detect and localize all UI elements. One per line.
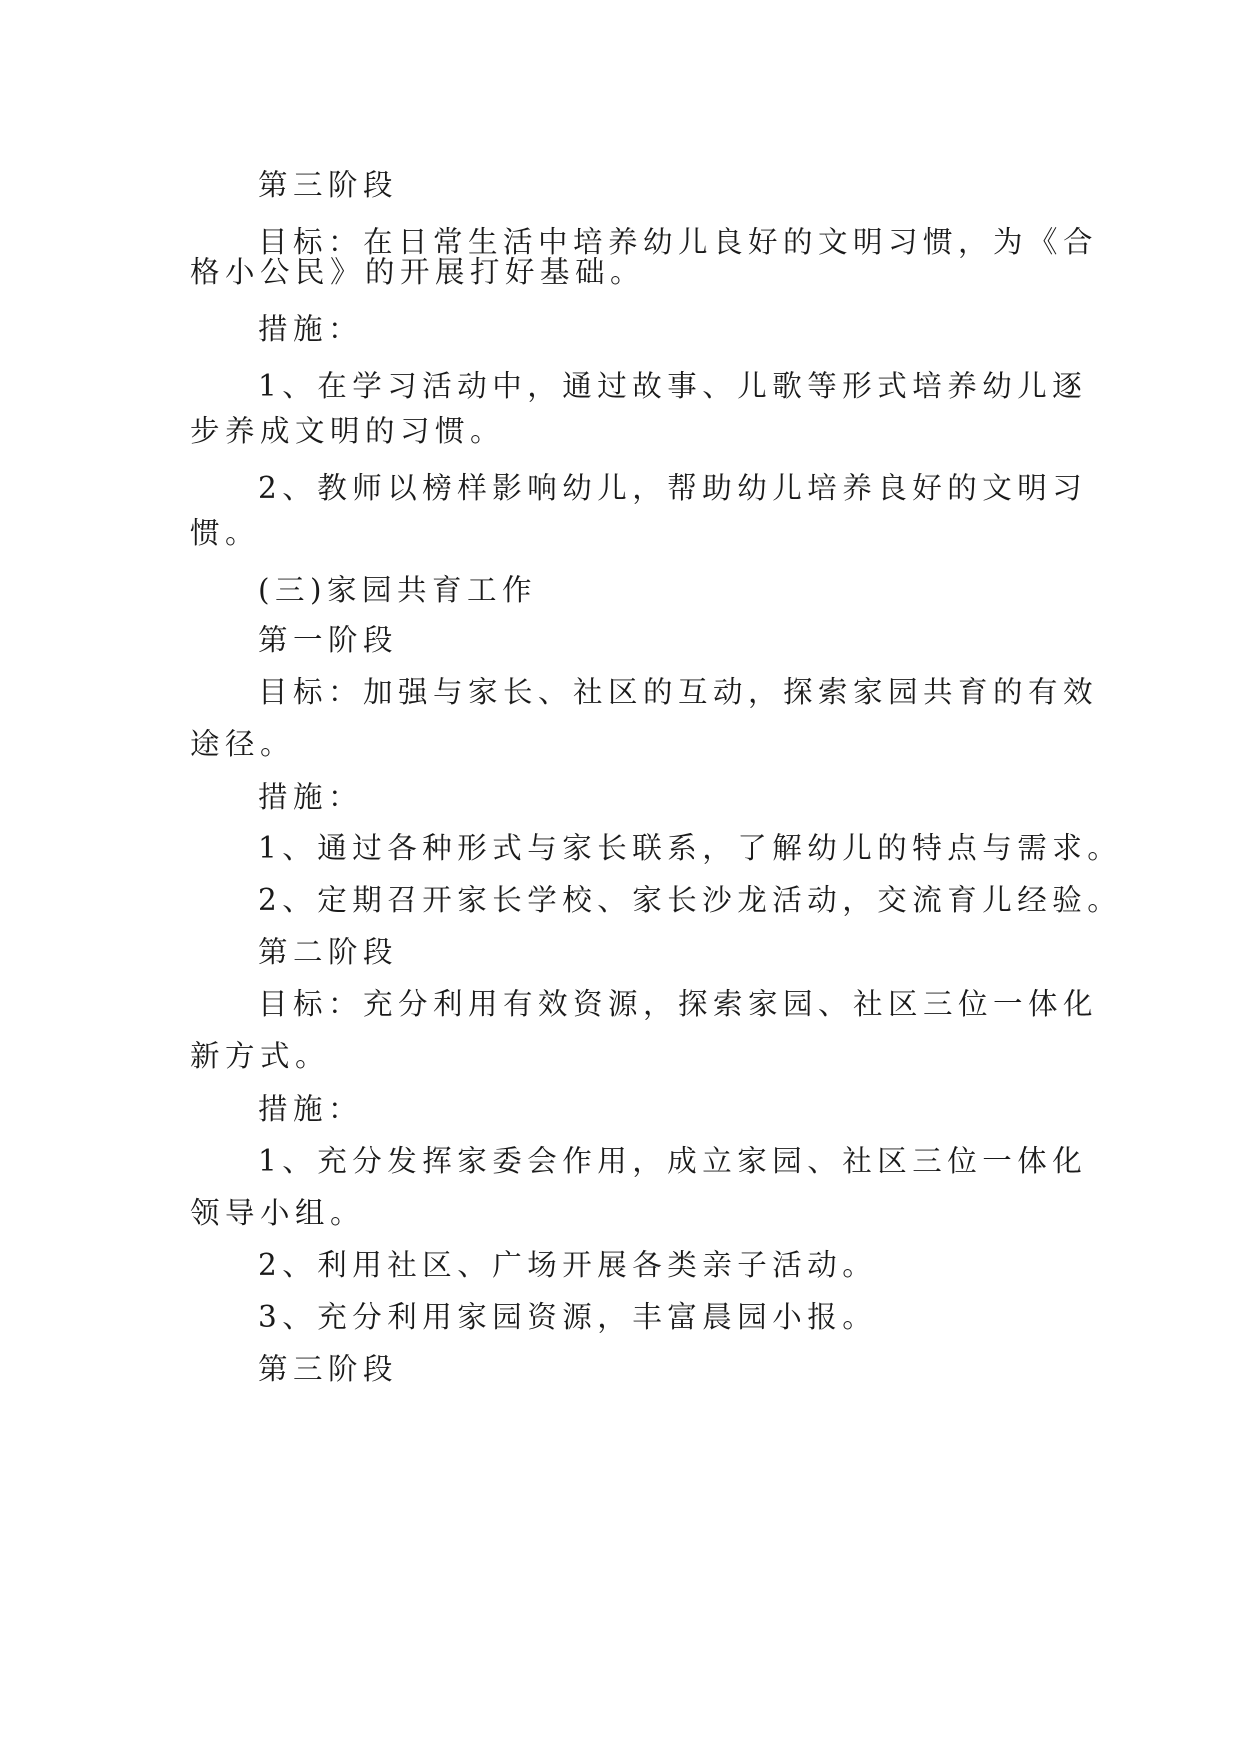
goal-text-continued: 格小公民》的开展打好基础。 [190,255,646,289]
measure-item: 2、定期召开家长学校、家长沙龙活动，交流育儿经验。 [258,883,1123,917]
measures-label: 措施： [258,1092,364,1126]
stage-two-heading: 第二阶段 [258,935,399,969]
section-heading: (三)家园共育工作 [258,573,538,607]
measures-label: 措施： [258,780,364,814]
goal-text-continued: 途径。 [190,727,296,761]
measure-item: 1、通过各种形式与家长联系，了解幼儿的特点与需求。 [258,831,1123,865]
goal-text: 目标：充分利用有效资源，探索家园、社区三位一体化 [258,987,1099,1021]
stage-one-heading: 第一阶段 [258,623,399,657]
measure-item-continued: 惯。 [190,516,261,550]
measure-item: 2、教师以榜样影响幼儿，帮助幼儿培养良好的文明习 [258,471,1088,505]
goal-text: 目标：在日常生活中培养幼儿良好的文明习惯，为《合 [258,225,1099,259]
stage-three-heading: 第三阶段 [258,168,399,202]
stage-three-heading: 第三阶段 [258,1352,399,1386]
measures-label: 措施： [258,312,364,346]
measure-item: 3、充分利用家园资源，丰富晨园小报。 [258,1300,878,1334]
measure-item: 2、利用社区、广场开展各类亲子活动。 [258,1248,878,1282]
goal-text-continued: 新方式。 [190,1039,331,1073]
measure-item-continued: 领导小组。 [190,1196,366,1230]
goal-text: 目标：加强与家长、社区的互动，探索家园共育的有效 [258,675,1099,709]
measure-item: 1、在学习活动中，通过故事、儿歌等形式培养幼儿逐 [258,369,1088,403]
measure-item-continued: 步养成文明的习惯。 [190,414,506,448]
measure-item: 1、充分发挥家委会作用，成立家园、社区三位一体化 [258,1144,1088,1178]
